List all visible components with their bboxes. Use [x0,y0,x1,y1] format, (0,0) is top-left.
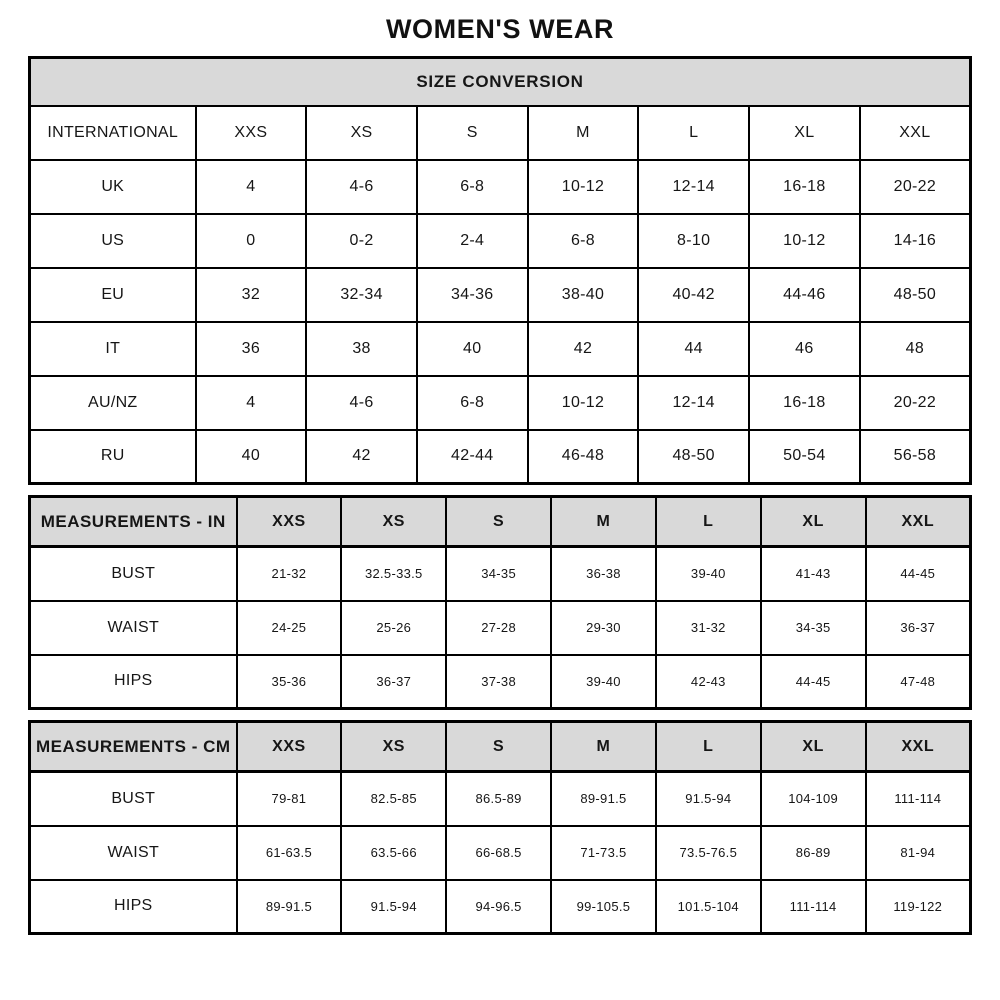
size-cell: 12-14 [638,376,749,430]
column-header: S [446,497,551,547]
measurements-in-title: MEASUREMENTS - IN [30,497,237,547]
size-cell: 0-2 [306,214,417,268]
size-cell: 20-22 [860,160,971,214]
measurements-in-table [28,495,972,710]
table-header-row [30,722,971,772]
size-cell: 4 [196,160,307,214]
size-conversion-title: SIZE CONVERSION [30,58,971,106]
size-cell: 0 [196,214,307,268]
column-header: INTERNATIONAL [30,106,196,160]
table-row [30,772,971,826]
size-cell: 34-36 [417,268,528,322]
size-cell: 50-54 [749,430,860,484]
row-label: US [30,214,196,268]
measure-cell: 61-63.5 [237,826,342,880]
size-cell: 42 [306,430,417,484]
table-row [30,322,971,376]
row-label: BUST [30,772,237,826]
measure-cell: 86-89 [761,826,866,880]
row-label: IT [30,322,196,376]
measure-cell: 89-91.5 [237,880,342,934]
measure-cell: 44-45 [866,547,971,601]
size-cell: 42-44 [417,430,528,484]
measure-cell: 94-96.5 [446,880,551,934]
size-cell: 40 [196,430,307,484]
measure-cell: 31-32 [656,601,761,655]
measure-cell: 41-43 [761,547,866,601]
column-header: M [551,722,656,772]
table-row [30,214,971,268]
column-header: M [551,497,656,547]
row-label: WAIST [30,826,237,880]
measure-cell: 89-91.5 [551,772,656,826]
size-cell: 40 [417,322,528,376]
row-label: BUST [30,547,237,601]
measure-cell: 99-105.5 [551,880,656,934]
size-cell: 44 [638,322,749,376]
column-header: L [656,722,761,772]
column-header: S [417,106,528,160]
table-row [30,826,971,880]
column-header: XL [761,497,866,547]
page-title: WOMEN'S WEAR [385,14,615,44]
column-header: XS [306,106,417,160]
row-label: EU [30,268,196,322]
measure-cell: 73.5-76.5 [656,826,761,880]
measure-cell: 25-26 [341,601,446,655]
measure-cell: 32.5-33.5 [341,547,446,601]
size-cell: 10-12 [528,160,639,214]
size-cell: 56-58 [860,430,971,484]
measure-cell: 104-109 [761,772,866,826]
column-header: XS [341,722,446,772]
size-cell: 38-40 [528,268,639,322]
size-cell: 48-50 [860,268,971,322]
column-header: L [638,106,749,160]
measure-cell: 39-40 [656,547,761,601]
measure-cell: 36-37 [341,655,446,709]
table-row [30,106,971,160]
size-cell: 4 [196,376,307,430]
table-header-row [30,497,971,547]
measurements-cm-table [28,720,972,935]
size-cell: 36 [196,322,307,376]
size-cell: 38 [306,322,417,376]
size-cell: 16-18 [749,376,860,430]
measure-cell: 37-38 [446,655,551,709]
measure-cell: 81-94 [866,826,971,880]
measure-cell: 34-35 [446,547,551,601]
measure-cell: 111-114 [866,772,971,826]
size-cell: 10-12 [749,214,860,268]
measure-cell: 66-68.5 [446,826,551,880]
row-label: HIPS [30,880,237,934]
measure-cell: 24-25 [237,601,342,655]
column-header: XXL [866,497,971,547]
row-label: UK [30,160,196,214]
size-cell: 12-14 [638,160,749,214]
size-cell: 20-22 [860,376,971,430]
column-header: XXL [866,722,971,772]
column-header: XL [761,722,866,772]
size-cell: 42 [528,322,639,376]
column-header: XL [749,106,860,160]
measure-cell: 44-45 [761,655,866,709]
measure-cell: 36-38 [551,547,656,601]
size-cell: 48-50 [638,430,749,484]
table-row [30,376,971,430]
measure-cell: 36-37 [866,601,971,655]
size-cell: 10-12 [528,376,639,430]
column-header: S [446,722,551,772]
table-row [30,880,971,934]
size-cell: 6-8 [417,376,528,430]
size-cell: 4-6 [306,160,417,214]
measure-cell: 86.5-89 [446,772,551,826]
measure-cell: 47-48 [866,655,971,709]
row-label: RU [30,430,196,484]
measure-cell: 101.5-104 [656,880,761,934]
measure-cell: 21-32 [237,547,342,601]
measure-cell: 34-35 [761,601,866,655]
size-cell: 8-10 [638,214,749,268]
size-cell: 44-46 [749,268,860,322]
measure-cell: 35-36 [237,655,342,709]
table-row [30,160,971,214]
measure-cell: 63.5-66 [341,826,446,880]
row-label: AU/NZ [30,376,196,430]
column-header: XXL [860,106,971,160]
size-cell: 4-6 [306,376,417,430]
measure-cell: 29-30 [551,601,656,655]
table-row [30,601,971,655]
measurements-cm-title: MEASUREMENTS - CM [30,722,237,772]
column-header: XXS [196,106,307,160]
size-cell: 46 [749,322,860,376]
measure-cell: 39-40 [551,655,656,709]
size-conversion-table [28,56,972,485]
measure-cell: 119-122 [866,880,971,934]
measure-cell: 91.5-94 [341,880,446,934]
size-cell: 6-8 [417,160,528,214]
size-cell: 32 [196,268,307,322]
column-header: XS [341,497,446,547]
column-header: M [528,106,639,160]
measure-cell: 91.5-94 [656,772,761,826]
size-cell: 46-48 [528,430,639,484]
column-header: XXS [237,497,342,547]
table-row [30,268,971,322]
measure-cell: 79-81 [237,772,342,826]
size-cell: 6-8 [528,214,639,268]
table-row [30,547,971,601]
size-cell: 14-16 [860,214,971,268]
row-label: HIPS [30,655,237,709]
table-header-row [30,58,971,106]
measure-cell: 82.5-85 [341,772,446,826]
table-row [30,430,971,484]
column-header: L [656,497,761,547]
row-label: WAIST [30,601,237,655]
size-cell: 32-34 [306,268,417,322]
size-cell: 40-42 [638,268,749,322]
measure-cell: 111-114 [761,880,866,934]
measure-cell: 27-28 [446,601,551,655]
measure-cell: 71-73.5 [551,826,656,880]
table-row [30,655,971,709]
size-cell: 16-18 [749,160,860,214]
column-header: XXS [237,722,342,772]
measure-cell: 42-43 [656,655,761,709]
size-cell: 2-4 [417,214,528,268]
size-cell: 48 [860,322,971,376]
